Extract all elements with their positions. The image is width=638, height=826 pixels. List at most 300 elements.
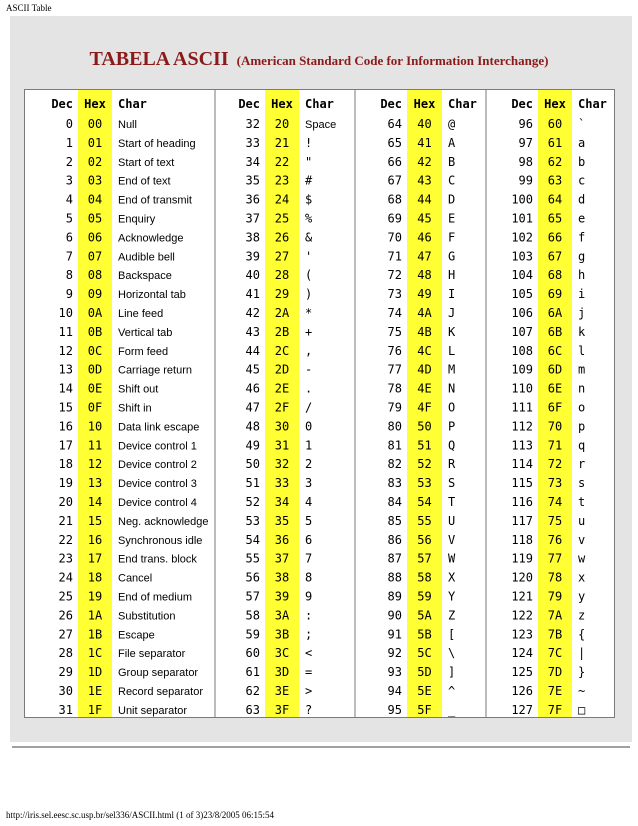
cell-dec: 37 — [245, 211, 260, 226]
cell-char: e — [578, 211, 586, 226]
cell-char: _ — [448, 702, 456, 717]
cell-hex: 4B — [417, 324, 432, 339]
cell-char: o — [578, 400, 586, 415]
cell-char: Substitution — [118, 610, 176, 623]
cell-hex: 78 — [547, 570, 563, 585]
cell-dec: 66 — [387, 154, 402, 169]
cell-dec: 98 — [518, 154, 533, 169]
cell-hex: 76 — [547, 532, 563, 547]
cell-hex: 26 — [274, 230, 290, 245]
cell-dec: 107 — [511, 324, 533, 339]
cell-hex: 28 — [274, 268, 290, 283]
cell-char: Backspace — [118, 270, 172, 283]
cell-hex: 7F — [547, 702, 563, 717]
cell-hex: 61 — [547, 135, 563, 150]
cell-char: Horizontal tab — [118, 289, 186, 302]
cell-char: J — [448, 306, 456, 320]
cell-char: Device control 2 — [118, 459, 197, 472]
cell-char: □ — [578, 702, 586, 717]
cell-hex: 5C — [417, 646, 432, 661]
cell-dec: 64 — [387, 117, 402, 131]
cell-hex: 58 — [417, 570, 432, 585]
cell-hex: 14 — [87, 495, 103, 509]
cell-hex: 6F — [547, 400, 563, 415]
cell-hex: 5E — [417, 684, 432, 698]
cell-char: g — [578, 249, 586, 264]
cell-char: Data link escape — [118, 421, 200, 434]
cell-char: + — [305, 324, 313, 339]
cell-dec: 95 — [387, 702, 402, 717]
cell-hex: 70 — [547, 419, 563, 434]
cell-dec: 8 — [65, 268, 73, 283]
cell-hex: 19 — [87, 589, 103, 604]
cell-hex: 77 — [547, 551, 563, 566]
cell-char: @ — [448, 117, 456, 131]
cell-hex: 2B — [274, 324, 290, 339]
cell-dec: 90 — [387, 608, 402, 623]
cell-hex: 59 — [417, 589, 432, 604]
cell-char: z — [578, 608, 586, 623]
cell-char: [ — [448, 627, 456, 642]
cell-hex: 74 — [547, 495, 563, 509]
cell-char: } — [578, 665, 586, 680]
cell-char: 9 — [305, 589, 313, 604]
cell-hex: 6D — [547, 362, 563, 377]
cell-char: Group separator — [118, 667, 199, 680]
cell-char: 2 — [305, 457, 313, 472]
cell-dec: 115 — [511, 476, 533, 491]
cell-char: D — [448, 192, 456, 207]
cell-hex: 00 — [87, 117, 103, 131]
cell-char: End of transmit — [118, 194, 192, 207]
cell-char: Start of text — [118, 156, 175, 169]
cell-char: , — [305, 343, 313, 358]
cell-char: - — [305, 362, 313, 377]
cell-char: b — [578, 154, 586, 169]
cell-dec: 32 — [245, 117, 260, 131]
cell-hex: 09 — [87, 287, 103, 302]
cell-dec: 7 — [65, 249, 73, 264]
cell-hex: 62 — [547, 154, 563, 169]
cell-hex: 71 — [547, 438, 563, 453]
cell-char: a — [578, 135, 586, 150]
cell-dec: 33 — [245, 135, 260, 150]
cell-hex: 29 — [274, 287, 290, 302]
cell-hex: 39 — [274, 589, 290, 604]
cell-char: x — [578, 570, 586, 585]
cell-hex: 57 — [417, 551, 432, 566]
cell-dec: 0 — [65, 117, 73, 131]
cell-dec: 60 — [245, 646, 260, 661]
cell-dec: 120 — [511, 570, 533, 585]
cell-hex: 1B — [87, 627, 103, 642]
cell-hex: 79 — [547, 589, 563, 604]
cell-char: Z — [448, 608, 456, 623]
cell-dec: 5 — [65, 211, 73, 226]
cell-hex: 51 — [417, 438, 432, 453]
cell-hex: 22 — [274, 154, 290, 169]
cell-dec: 77 — [387, 362, 402, 377]
cell-dec: 114 — [511, 457, 533, 472]
cell-hex: 34 — [274, 495, 290, 509]
cell-char: Device control 4 — [118, 497, 197, 509]
cell-hex: 3C — [274, 646, 290, 661]
cell-dec: 80 — [387, 419, 402, 434]
cell-dec: 111 — [511, 400, 533, 415]
title-main: TABELA ASCII — [89, 48, 229, 70]
cell-dec: 112 — [511, 419, 533, 434]
cell-dec: 100 — [511, 192, 533, 207]
cell-char: Unit separator — [118, 704, 188, 717]
cell-dec: 4 — [65, 192, 73, 207]
cell-char: & — [305, 230, 313, 245]
cell-hex: 5A — [417, 608, 432, 623]
cell-dec: 85 — [387, 513, 402, 528]
cell-hex: 1D — [87, 665, 103, 680]
cell-dec: 126 — [511, 684, 533, 698]
cell-dec: 1 — [65, 135, 73, 150]
cell-char: Neg. acknowledge — [118, 515, 209, 528]
cell-dec: 41 — [245, 287, 260, 302]
cell-hex: 72 — [547, 457, 563, 472]
cell-dec: 44 — [245, 343, 260, 358]
cell-char: K — [448, 324, 456, 339]
cell-dec: 101 — [511, 211, 533, 226]
cell-dec: 106 — [511, 306, 533, 320]
cell-hex: 02 — [87, 154, 103, 169]
cell-char: Vertical tab — [118, 326, 173, 339]
cell-dec: 123 — [511, 627, 533, 642]
cell-dec: 89 — [387, 589, 402, 604]
cell-char: 5 — [305, 513, 313, 528]
cell-char: Device control 3 — [118, 478, 197, 491]
cell-dec: 84 — [387, 495, 402, 509]
cell-char: q — [578, 438, 586, 453]
cell-hex: 66 — [547, 230, 563, 245]
cell-hex: 2C — [274, 343, 290, 358]
cell-dec: 125 — [511, 665, 533, 680]
cell-char: ~ — [578, 684, 586, 698]
cell-hex: 6A — [547, 306, 563, 320]
cell-dec: 13 — [58, 362, 73, 377]
cell-dec: 45 — [245, 362, 260, 377]
cell-char: V — [448, 532, 456, 547]
cell-dec: 62 — [245, 684, 260, 698]
cell-dec: 58 — [245, 608, 260, 623]
cell-hex: 04 — [87, 192, 103, 207]
cell-dec: 56 — [245, 570, 260, 585]
cell-hex: 5D — [417, 665, 432, 680]
cell-dec: 104 — [511, 268, 533, 283]
cell-char: Cancel — [118, 572, 153, 585]
cell-dec: 110 — [511, 381, 533, 396]
cell-hex: 41 — [417, 135, 432, 150]
header-hex: Hex — [544, 97, 566, 111]
cell-dec: 28 — [58, 646, 73, 661]
cell-dec: 121 — [511, 589, 533, 604]
cell-char: 7 — [305, 551, 313, 566]
cell-dec: 57 — [245, 589, 260, 604]
header-dec: Dec — [51, 97, 73, 111]
cell-hex: 6E — [547, 381, 563, 396]
cell-hex: 1A — [87, 608, 103, 623]
cell-dec: 10 — [58, 306, 73, 320]
cell-hex: 4A — [417, 306, 432, 320]
cell-dec: 54 — [245, 532, 260, 547]
cell-dec: 20 — [58, 495, 73, 509]
cell-hex: 6C — [547, 343, 563, 358]
cell-dec: 94 — [387, 684, 402, 698]
cell-char: { — [578, 627, 586, 642]
cell-hex: 4C — [417, 343, 432, 358]
cell-hex: 13 — [87, 476, 103, 491]
cell-char: r — [578, 457, 586, 472]
footer-divider — [12, 746, 630, 748]
cell-dec: 65 — [387, 135, 402, 150]
cell-hex: 37 — [274, 551, 290, 566]
cell-dec: 18 — [58, 457, 73, 472]
cell-char: 0 — [305, 419, 313, 434]
cell-char: 1 — [305, 438, 313, 453]
cell-dec: 113 — [511, 438, 533, 453]
cell-dec: 2 — [65, 154, 73, 169]
page-footer: http://iris.sel.eesc.sc.usp.br/sel336/ASCII.html (1 of 3)23/8/2005 06:15:54 — [6, 810, 274, 820]
cell-dec: 49 — [245, 438, 260, 453]
cell-dec: 23 — [58, 551, 73, 566]
cell-dec: 31 — [58, 702, 73, 717]
cell-char: End of medium — [118, 591, 192, 604]
cell-dec: 67 — [387, 173, 402, 188]
header-char: Char — [118, 97, 147, 111]
cell-dec: 88 — [387, 570, 402, 585]
cell-char: ] — [448, 665, 456, 680]
cell-char: Device control 1 — [118, 440, 197, 453]
cell-char: f — [578, 230, 586, 245]
cell-dec: 83 — [387, 476, 402, 491]
cell-dec: 59 — [245, 627, 260, 642]
cell-dec: 117 — [511, 513, 533, 528]
cell-char: Line feed — [118, 308, 164, 320]
cell-char: Shift out — [118, 383, 159, 396]
cell-dec: 61 — [245, 665, 260, 680]
cell-char: Acknowledge — [118, 232, 184, 245]
cell-hex: 18 — [87, 570, 103, 585]
cell-char: I — [448, 287, 456, 302]
cell-hex: 50 — [417, 419, 432, 434]
cell-dec: 74 — [387, 306, 402, 320]
cell-hex: 33 — [274, 476, 290, 491]
cell-hex: 1F — [87, 702, 103, 717]
cell-dec: 73 — [387, 287, 402, 302]
cell-hex: 2F — [274, 400, 290, 415]
cell-dec: 116 — [511, 495, 533, 509]
cell-hex: 31 — [274, 438, 290, 453]
cell-dec: 82 — [387, 457, 402, 472]
cell-dec: 79 — [387, 400, 402, 415]
cell-dec: 29 — [58, 665, 73, 680]
cell-char: G — [448, 249, 456, 264]
cell-dec: 81 — [387, 438, 402, 453]
cell-hex: 7D — [547, 665, 563, 680]
cell-hex: 5B — [417, 627, 432, 642]
cell-hex: 2D — [274, 362, 290, 377]
cell-hex: 47 — [417, 249, 432, 264]
cell-char: $ — [305, 192, 313, 207]
cell-dec: 25 — [58, 589, 73, 604]
cell-char: = — [305, 665, 313, 680]
cell-char: Record separator — [118, 686, 203, 698]
cell-dec: 105 — [511, 287, 533, 302]
cell-char: / — [305, 400, 313, 415]
cell-dec: 108 — [511, 343, 533, 358]
cell-dec: 17 — [58, 438, 73, 453]
cell-dec: 55 — [245, 551, 260, 566]
cell-dec: 50 — [245, 457, 260, 472]
cell-char: X — [448, 570, 456, 585]
cell-char: ; — [305, 627, 313, 642]
cell-dec: 124 — [511, 646, 533, 661]
cell-hex: 06 — [87, 230, 103, 245]
cell-char: % — [305, 211, 313, 226]
cell-char: k — [578, 324, 586, 339]
cell-hex: 63 — [547, 173, 563, 188]
cell-char: P — [448, 419, 456, 434]
cell-char: . — [305, 381, 313, 396]
cell-hex: 3E — [274, 684, 290, 698]
cell-hex: 53 — [417, 476, 432, 491]
cell-hex: 6B — [547, 324, 563, 339]
cell-hex: 64 — [547, 192, 563, 207]
cell-dec: 93 — [387, 665, 402, 680]
cell-dec: 63 — [245, 702, 260, 717]
cell-hex: 30 — [274, 419, 290, 434]
cell-hex: 2A — [274, 306, 290, 320]
cell-dec: 103 — [511, 249, 533, 264]
cell-dec: 72 — [387, 268, 402, 283]
cell-dec: 12 — [58, 343, 73, 358]
cell-char: u — [578, 513, 586, 528]
cell-hex: 3D — [274, 665, 290, 680]
cell-char: U — [448, 513, 456, 528]
header-char: Char — [578, 97, 607, 111]
cell-char: Null — [118, 119, 137, 131]
cell-dec: 109 — [511, 362, 533, 377]
cell-char: End of text — [118, 175, 171, 188]
cell-hex: 1C — [87, 646, 103, 661]
cell-hex: 03 — [87, 173, 103, 188]
cell-dec: 48 — [245, 419, 260, 434]
cell-dec: 19 — [58, 476, 73, 491]
cell-hex: 12 — [87, 457, 103, 472]
cell-dec: 69 — [387, 211, 402, 226]
cell-char: h — [578, 268, 586, 283]
cell-char: Synchronous idle — [118, 534, 203, 547]
cell-dec: 21 — [58, 513, 73, 528]
cell-char: N — [448, 381, 456, 396]
cell-hex: 40 — [417, 117, 432, 131]
cell-dec: 51 — [245, 476, 260, 491]
cell-dec: 70 — [387, 230, 402, 245]
cell-hex: 01 — [87, 135, 103, 150]
cell-char: w — [578, 551, 586, 566]
cell-char: C — [448, 173, 456, 188]
cell-hex: 46 — [417, 230, 432, 245]
cell-char: s — [578, 476, 586, 491]
cell-char: Escape — [118, 629, 155, 642]
cell-char: F — [448, 230, 456, 245]
cell-char: ! — [305, 135, 313, 150]
cell-hex: 60 — [547, 117, 563, 131]
cell-hex: 55 — [417, 513, 432, 528]
cell-dec: 30 — [58, 684, 73, 698]
cell-hex: 05 — [87, 211, 103, 226]
cell-char: " — [305, 154, 313, 169]
cell-char: ( — [305, 268, 313, 283]
cell-char: End trans. block — [118, 553, 197, 566]
cell-hex: 48 — [417, 268, 432, 283]
cell-dec: 11 — [58, 324, 73, 339]
cell-dec: 42 — [245, 306, 260, 320]
title-subtitle: (American Standard Code for Information Interchange) — [236, 53, 549, 68]
cell-dec: 119 — [511, 551, 533, 566]
cell-char: 4 — [305, 495, 313, 509]
cell-dec: 96 — [518, 117, 533, 131]
cell-dec: 15 — [58, 400, 73, 415]
ascii-table-grid — [25, 90, 614, 717]
cell-hex: 7A — [547, 608, 563, 623]
cell-dec: 92 — [387, 646, 402, 661]
cell-dec: 26 — [58, 608, 73, 623]
cell-hex: 20 — [274, 117, 290, 131]
cell-hex: 52 — [417, 457, 432, 472]
cell-dec: 9 — [65, 287, 73, 302]
cell-char: H — [448, 268, 456, 283]
cell-char: m — [578, 362, 586, 377]
cell-dec: 68 — [387, 192, 402, 207]
cell-char: < — [305, 646, 313, 661]
cell-char: M — [448, 362, 456, 377]
cell-dec: 46 — [245, 381, 260, 396]
cell-hex: 69 — [547, 287, 563, 302]
cell-hex: 38 — [274, 570, 290, 585]
cell-dec: 34 — [245, 154, 260, 169]
cell-char: W — [448, 551, 456, 566]
cell-char: Start of heading — [118, 137, 196, 150]
cell-char: > — [305, 684, 313, 698]
cell-hex: 2E — [274, 381, 290, 396]
cell-dec: 40 — [245, 268, 260, 283]
cell-hex: 56 — [417, 532, 432, 547]
cell-char: ^ — [448, 684, 456, 698]
cell-dec: 35 — [245, 173, 260, 188]
cell-dec: 16 — [58, 419, 73, 434]
cell-hex: 3F — [274, 702, 290, 717]
cell-char: Enquiry — [118, 213, 156, 226]
cell-char: A — [448, 135, 456, 150]
cell-hex: 67 — [547, 249, 563, 264]
cell-hex: 0A — [87, 306, 103, 320]
cell-char: i — [578, 287, 586, 302]
cell-char: O — [448, 400, 456, 415]
cell-hex: 0F — [87, 400, 103, 415]
cell-char: Shift in — [118, 402, 152, 415]
cell-hex: 36 — [274, 532, 290, 547]
cell-char: j — [578, 306, 586, 320]
cell-hex: 11 — [87, 438, 103, 453]
cell-hex: 3B — [274, 627, 290, 642]
cell-char: Carriage return — [118, 364, 192, 377]
cell-char: ) — [305, 287, 313, 302]
